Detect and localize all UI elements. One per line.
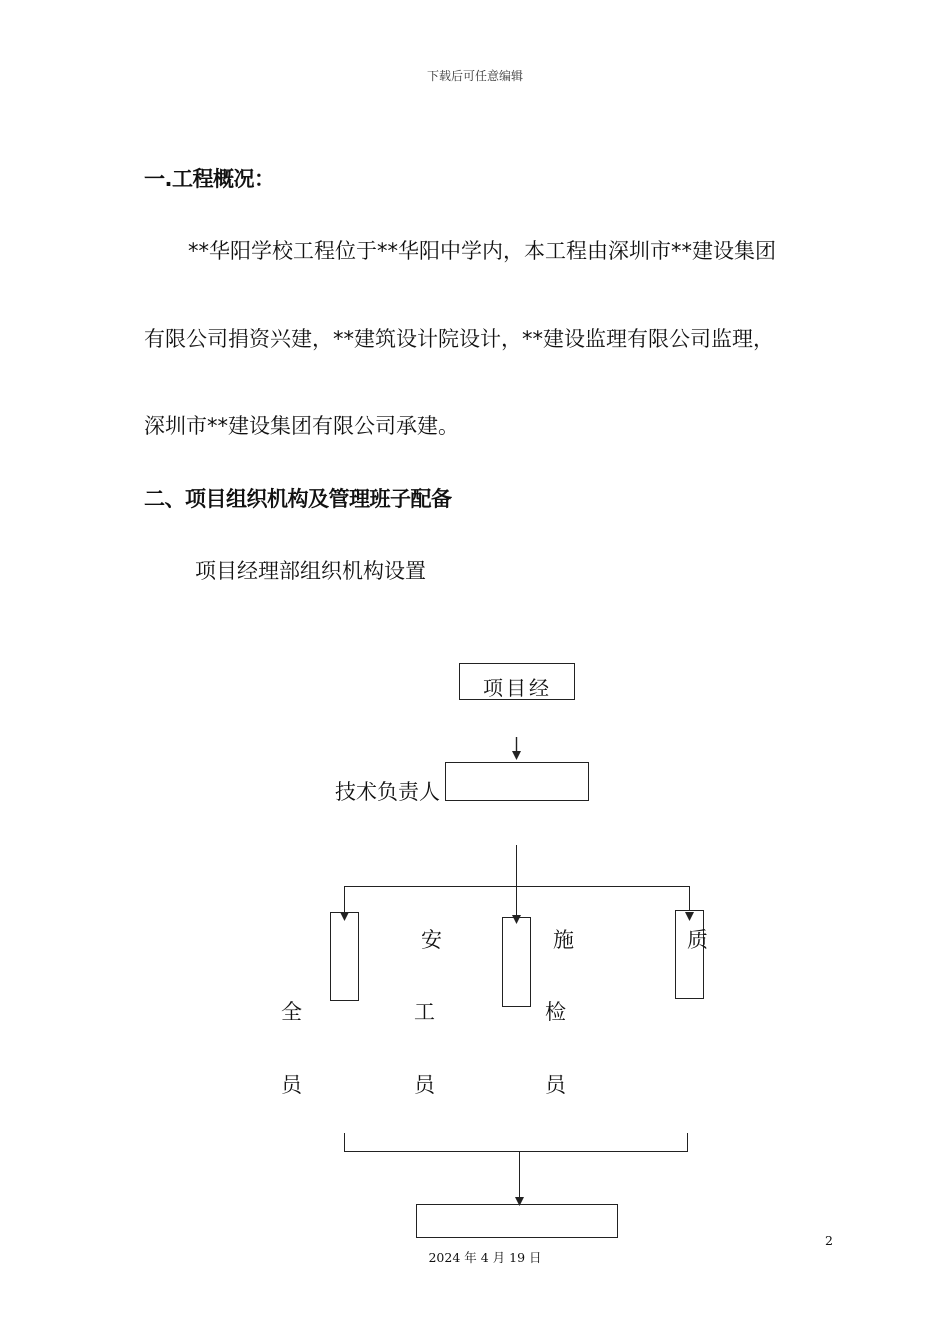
arrow-down-icon [685,912,694,921]
char-gong: 工 [414,1000,435,1024]
technical-lead-label: 技术负责人 [335,780,440,804]
page-header: 下载后可任意编辑 [426,69,523,83]
section-heading-overview: 一.工程概况： [144,167,275,191]
char-yuan-3: 员 [545,1073,566,1097]
paragraph-line-1: **华阳学校工程位于**华阳中学内，本工程由深圳市**建设集团 [188,239,776,263]
char-an: 安 [421,928,442,952]
arrow-down-icon [340,912,349,921]
char-yuan-1: 员 [281,1073,302,1097]
arrow-down-icon [512,751,521,760]
char-shi: 施 [553,928,574,952]
char-quan: 全 [281,1000,302,1024]
paragraph-line-2: 有限公司捐资兴建，**建筑设计院设计，**建设监理有限公司监理， [144,327,774,351]
project-manager-label: 项目经 [483,676,552,700]
paragraph-line-3: 深圳市**建设集团有限公司承建。 [144,414,459,438]
char-yuan-2: 员 [414,1073,435,1097]
subheading-org-setup: 项目经理部组织机构设置 [195,559,426,583]
section-heading-organization: 二、项目组织机构及管理班子配备 [144,487,452,511]
arrow-down-icon [515,1197,524,1206]
footer-date: 2024 年 4 月 19 日 [428,1250,542,1265]
page-number: 2 [825,1233,833,1248]
char-zhi: 质 [687,928,708,952]
arrow-down-icon [512,915,521,924]
char-jian: 检 [545,1000,566,1024]
